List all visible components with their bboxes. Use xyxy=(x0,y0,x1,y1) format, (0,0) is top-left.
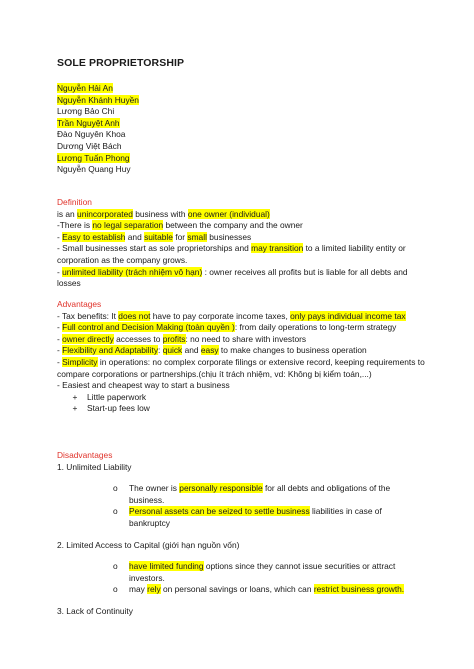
advantages-section xyxy=(57,299,432,415)
highlight: unincorporated xyxy=(77,208,133,219)
highlight: small xyxy=(187,231,207,242)
highlight: only pays individual income tax xyxy=(290,310,406,321)
text: accesses to xyxy=(113,333,163,344)
circle-bullet xyxy=(57,584,413,596)
advantages-heading: Advantages xyxy=(57,299,102,309)
text: : owner receives all profits but is liable for all debts and losses xyxy=(57,266,408,289)
author-name: Đào Nguyên Khoa xyxy=(57,129,126,140)
highlight: may transition xyxy=(251,243,304,254)
circle-bullet-icon: o xyxy=(113,561,118,572)
advantage-line: - Easiest and cheapest way to start a business xyxy=(57,380,230,391)
text: for all debts and obligations of the business. xyxy=(129,483,391,505)
bullet-text xyxy=(129,561,413,584)
author-item xyxy=(57,153,139,165)
highlight: quick xyxy=(162,345,183,356)
advantage-line xyxy=(57,334,432,346)
bullet-text xyxy=(129,584,413,596)
plus-bullet-icon: + xyxy=(72,391,78,402)
highlight: does not xyxy=(118,310,151,321)
author-item xyxy=(57,129,139,141)
highlight: owner directly xyxy=(62,333,114,344)
circle-bullet xyxy=(57,483,413,506)
author-item xyxy=(57,83,139,95)
text: -There is xyxy=(57,220,93,231)
text: on personal savings or loans, which can xyxy=(160,584,314,595)
sub-bullet xyxy=(57,392,432,404)
text: is an xyxy=(57,208,78,219)
text: may xyxy=(129,584,148,595)
author-name: Trần Nguyệt Anh xyxy=(57,117,120,128)
circle-bullet xyxy=(57,506,413,529)
definition-line xyxy=(57,220,432,232)
circle-bullet-icon: o xyxy=(113,584,118,595)
advantage-line xyxy=(57,311,432,323)
text: for xyxy=(172,231,188,242)
highlight: suitable xyxy=(144,231,173,242)
numbered-item: 2. Limited Access to Capital (giới hạn nguồn vốn) xyxy=(57,539,240,550)
advantage-line xyxy=(57,357,432,380)
highlight: one owner (individual) xyxy=(187,208,270,219)
text: - Small businesses start as sole proprietorships and xyxy=(57,243,252,254)
author-list xyxy=(57,83,139,176)
author-name: Lương Bảo Chi xyxy=(57,106,115,117)
author-name: Nguyễn Khánh Huyền xyxy=(57,94,139,105)
highlight: Easy to establish xyxy=(62,231,126,242)
author-item xyxy=(57,95,139,107)
text: and xyxy=(182,345,201,356)
disadvantages-section xyxy=(57,450,432,618)
definition-section xyxy=(57,197,432,290)
text: in operations: no complex corporate filings or extensive record, keeping requirements to compare corporations or partnerships.(chịu ít trách nhiệm, vd: Không bị kiểm toán,...) xyxy=(57,356,425,379)
sub-bullet-text: Start-up fees low xyxy=(87,403,150,414)
text: - xyxy=(57,345,63,356)
sub-bullet xyxy=(57,403,432,415)
author-name: Nguyễn Quang Huy xyxy=(57,164,131,175)
text: - xyxy=(57,356,63,367)
document-title: SOLE PROPRIETORSHIP xyxy=(57,57,185,69)
author-name: Dương Việt Bách xyxy=(57,140,122,151)
numbered-item: 3. Lack of Continuity xyxy=(57,605,133,616)
plus-bullet-icon: + xyxy=(72,403,78,414)
highlight: personally responsible xyxy=(179,483,263,494)
author-item xyxy=(57,164,139,176)
definition-line xyxy=(57,209,432,221)
author-item xyxy=(57,106,139,118)
highlight: Flexibility and Adaptability xyxy=(62,345,159,356)
highlight: rely xyxy=(147,584,161,595)
disadvantages-heading: Disadvantages xyxy=(57,450,113,460)
text: to a limited liability entity or corporation as the company grows. xyxy=(57,243,406,265)
advantage-line xyxy=(57,322,432,334)
author-item xyxy=(57,118,139,130)
text: : no need to share with investors xyxy=(185,333,307,344)
circle-bullet-icon: o xyxy=(113,483,118,494)
circle-bullet-icon: o xyxy=(113,506,118,517)
definition-line xyxy=(57,232,432,244)
definition-line xyxy=(57,243,432,266)
author-name: Nguyễn Hải An xyxy=(57,83,113,93)
text: - Tax benefits: It xyxy=(57,310,119,321)
highlight: Full control and Decision Making (toàn quyền ) xyxy=(62,322,235,333)
definition-line xyxy=(57,267,432,290)
text: - xyxy=(57,231,63,242)
text: and xyxy=(125,231,145,242)
highlight: profits xyxy=(162,333,186,344)
bullet-text xyxy=(129,506,413,529)
text: business with xyxy=(132,208,188,219)
highlight: no legal separation xyxy=(92,220,164,231)
advantage-line xyxy=(57,345,432,357)
text: - xyxy=(57,322,63,333)
highlight: Personal assets can be seized to settle business xyxy=(129,506,310,517)
numbered-item: 1. Unlimited Liability xyxy=(57,461,132,472)
bullet-text xyxy=(129,483,413,506)
highlight: Simplicity xyxy=(62,356,98,367)
author-item xyxy=(57,141,139,153)
sub-bullet-text: Little paperwork xyxy=(87,391,147,402)
text: - xyxy=(57,266,63,277)
highlight: easy xyxy=(200,345,219,356)
text: liabilities in case of bankruptcy xyxy=(129,506,382,528)
text: to make changes to business operation xyxy=(218,345,367,356)
text: - xyxy=(57,333,63,344)
highlight: unlimited liability (trách nhiệm vô hạn) xyxy=(62,266,203,277)
circle-bullet xyxy=(57,561,413,584)
text: : from daily operations to long-term strategy xyxy=(234,322,397,333)
text: businesses xyxy=(206,231,252,242)
author-name: Lương Tuấn Phong xyxy=(57,152,130,163)
highlight: have limited funding xyxy=(129,561,204,572)
highlight: restrict business growth. xyxy=(313,584,405,595)
text: options since they cannot issue securities or attract investors. xyxy=(129,561,396,583)
text: have to pay corporate income taxes, xyxy=(150,310,291,321)
text: : xyxy=(158,345,163,356)
text: The owner is xyxy=(129,483,180,494)
definition-heading: Definition xyxy=(57,197,92,207)
text: between the company and the owner xyxy=(163,220,303,231)
